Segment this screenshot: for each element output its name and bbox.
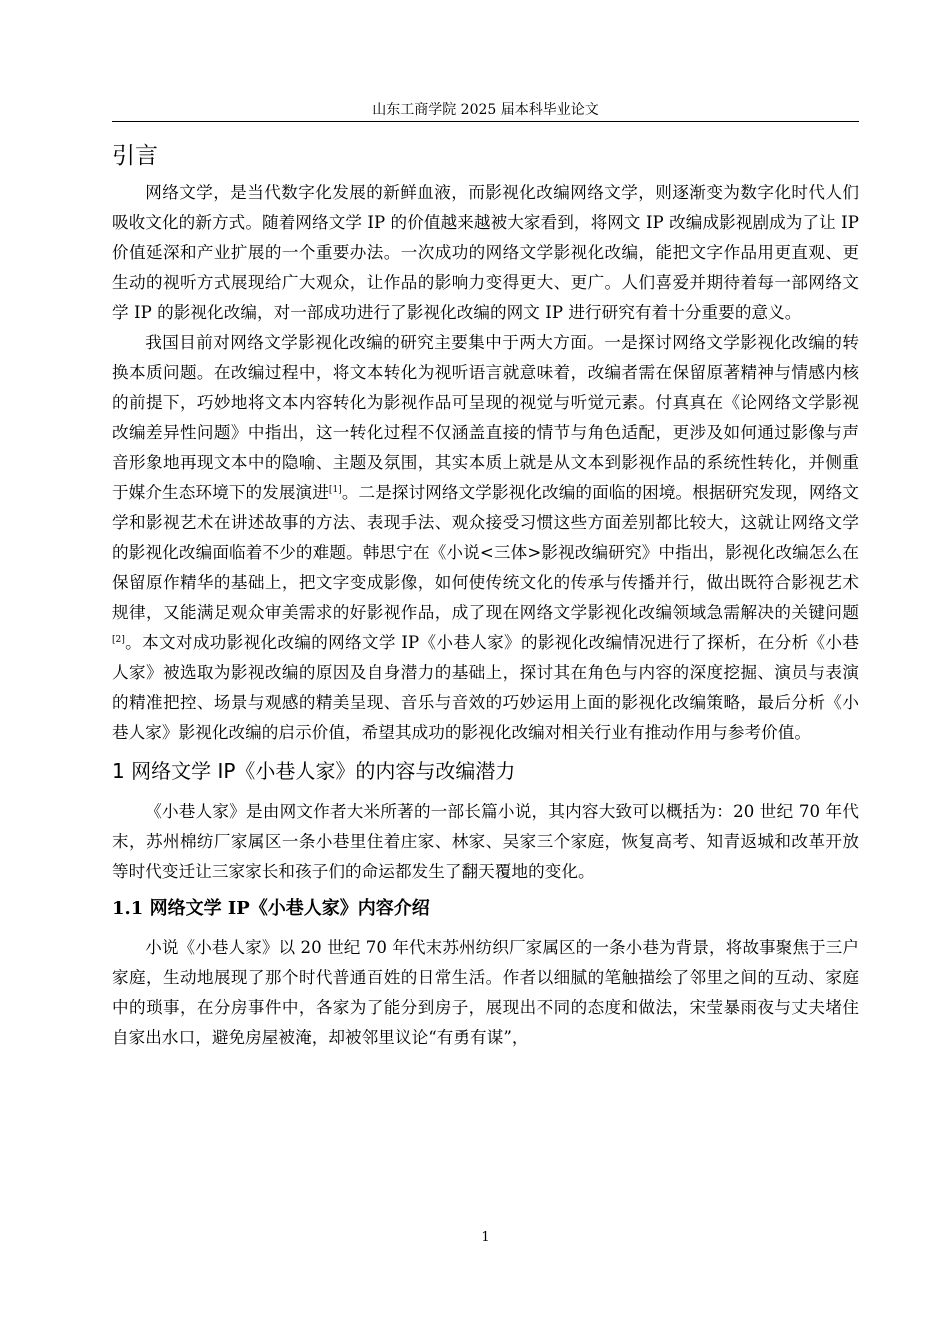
intro-paragraph-1: 网络文学，是当代数字化发展的新鲜血液，而影视化改编网络文学，则逐渐变为数字化时代人们吸收文化的新方式。随着网络文学 IP 的价值越来越被大家看到，将网文 IP 改编成影视剧成为了让 IP 价值延深和产业扩展的一个重要办法。一次成功的网络文学影视化改编，能把文字作品用更直观、更生动的视听方式展现给广大观众，让作品的影响力变得更大、更广。人们喜爱并期待着每一部网络文学 IP 的影视化改编，对一部成功进行了影视化改编的网文 IP 进行研究有着十分重要的意义。 (112, 183, 859, 322)
section-1-1-paragraph: 小说《小巷人家》以 20 世纪 70 年代末苏州纺织厂家属区的一条小巷为背景，将故事聚焦于三户家庭，生动地展现了那个时代普通百姓的日常生活。作者以细腻的笔触描绘了邻里之间的互动、家庭中的琐事，在分房事件中，各家为了能分到房子，展现出不同的态度和做法，宋莹暴雨夜与丈夫堵住自家出水口，避免房屋被淹，却被邻里议论“有勇有谋”， (112, 938, 859, 1047)
section-1-1-heading: 1.1 网络文学 IP《小巷人家》内容介绍 (112, 898, 430, 919)
citation-ref-1: [1] (328, 485, 342, 495)
intro-paragraph-2-text-b: 。二是探讨网络文学影视化改编的面临的困境。根据研究发现，网络文学和影视艺术在讲述故事的方法、表现手法、观众接受习惯这些方面差别都比较大，这就让网络文学的影视化改编面临着不少的难题。韩思宁在《小说<三体>影视改编研究》中指出，影视化改编怎么在保留原作精华的基础上，把文字变成影像，如何使传统文化的传承与传播并行，做出既符合影视艺术规律，又能满足观众审美需求的好影视作品，成了现在网络文学影视化改编领域急需解决的关键问题 (112, 483, 859, 622)
intro-heading: 引言 (112, 143, 158, 169)
section-1-paragraph: 《小巷人家》是由网文作者大米所著的一部长篇小说，其内容大致可以概括为：20 世纪 70 年代末，苏州棉纺厂家属区一条小巷里住着庄家、林家、吴家三个家庭，恢复高考、知青返城和改革开放等时代变迁让三家家长和孩子们的命运都发生了翻天覆地的变化。 (112, 802, 859, 881)
header-divider (112, 121, 859, 122)
citation-ref-2: [2] (112, 635, 125, 645)
page-number: 1 (481, 1230, 490, 1245)
intro-paragraph-2 (112, 328, 859, 748)
page-content (112, 142, 859, 1053)
section-1-heading: 1 网络文学 IP《小巷人家》的内容与改编潜力 (112, 759, 516, 783)
intro-paragraph-2-text-a: 我国目前对网络文学影视化改编的研究主要集中于两大方面。一是探讨网络文学影视化改编的转换本质问题。在改编过程中，将文本转化为视听语言就意味着，改编者需在保留原著精神与情感内核的前提下，巧妙地将文本内容转化为影视作品可呈现的视觉与听觉元素。付真真在《论网络文学影视改编差异性问题》中指出，这一转化过程不仅涵盖直接的情节与角色适配，更涉及如何通过影像与声音形象地再现文本中的隐喻、主题及氛围，其实本质上就是从文本到影视作品的系统性转化，并侧重于媒介生态环境下的发展演进 (112, 333, 859, 502)
intro-paragraph-2-text-c: 。本文对成功影视化改编的网络文学 IP《小巷人家》的影视化改编情况进行了探析，在分析《小巷人家》被选取为影视改编的原因及自身潜力的基础上，探讨其在角色与内容的深度挖掘、演员与表演的精准把控、场景与观感的精美呈现、音乐与音效的巧妙运用上面的影视化改编策略，最后分析《小巷人家》影视化改编的启示价值，希望其成功的影视化改编对相关行业有推动作用与参考价值。 (112, 633, 859, 742)
page-header: 山东工商学院 2025 届本科毕业论文 (372, 102, 599, 118)
